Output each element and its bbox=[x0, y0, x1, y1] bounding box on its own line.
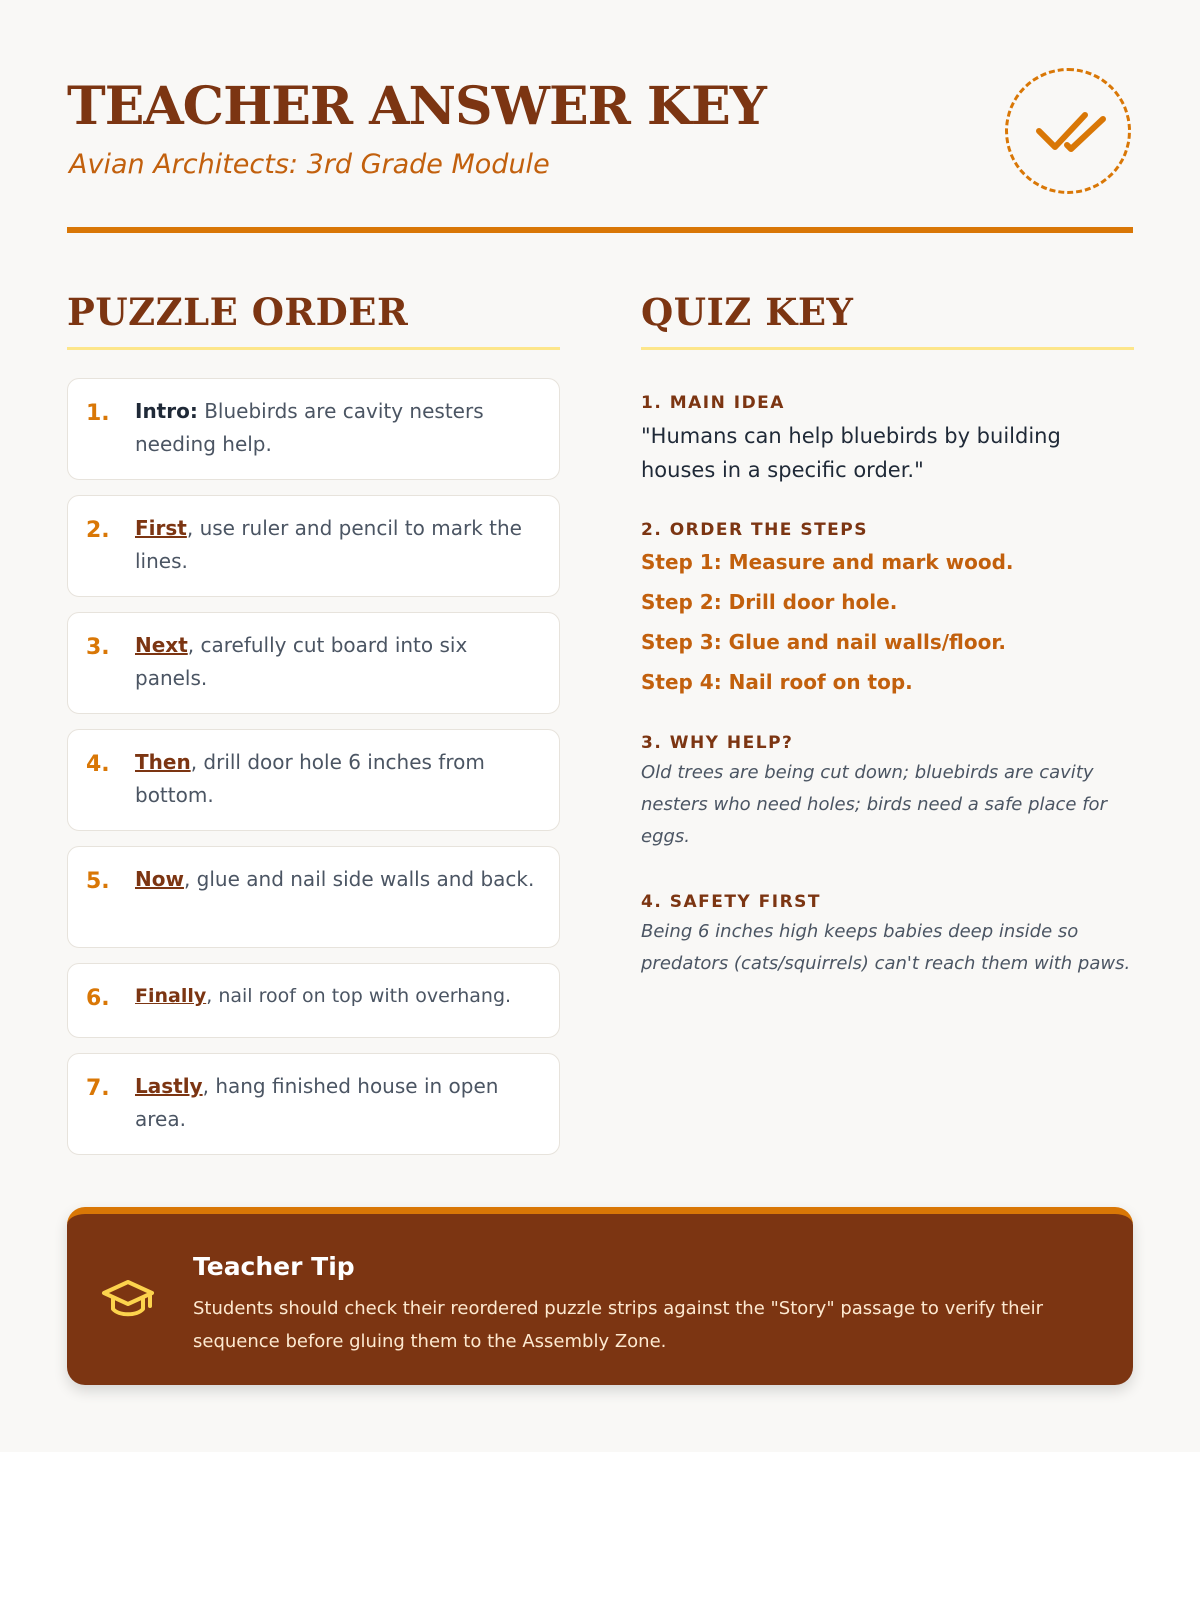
question-label: 1. MAIN IDEA bbox=[641, 393, 785, 413]
answer-step: Step 2: Drill door hole. bbox=[641, 590, 898, 614]
step-number: 6. bbox=[86, 986, 110, 1011]
approval-stamp bbox=[1005, 68, 1131, 194]
question-label: 4. SAFETY FIRST bbox=[641, 892, 822, 912]
quiz-answer-main-idea bbox=[641, 393, 1136, 487]
step-lead-word: Now bbox=[135, 867, 184, 891]
puzzle-step-card bbox=[67, 1053, 560, 1155]
step-lead-word: Intro: bbox=[135, 399, 198, 423]
step-text bbox=[135, 395, 545, 461]
answer-step: Step 4: Nail roof on top. bbox=[641, 670, 913, 694]
puzzle-step-card bbox=[67, 846, 560, 948]
question-answer: Old trees are being cut down; bluebirds are cavity nesters who need holes; birds need a safe place for eggs. bbox=[641, 762, 1107, 847]
quiz-answer-why-help bbox=[641, 733, 1136, 853]
step-description: Bluebirds are cavity nesters needing help. bbox=[135, 399, 484, 456]
step-number: 5. bbox=[86, 869, 110, 894]
question-label: 3. WHY HELP? bbox=[641, 733, 794, 753]
answer-step: Step 1: Measure and mark wood. bbox=[641, 550, 1014, 574]
tip-body: Students should check their reordered puzzle strips against the "Story" passage to verify their sequence before gluing them to the Assembly Zone. bbox=[193, 1298, 1044, 1352]
answer-step: Step 3: Glue and nail walls/floor. bbox=[641, 630, 1006, 654]
step-text bbox=[135, 980, 545, 1013]
puzzle-step-card bbox=[67, 495, 560, 597]
puzzle-step-card bbox=[67, 963, 560, 1038]
teacher-tip-banner bbox=[67, 1207, 1133, 1385]
step-lead-word: Next bbox=[135, 633, 188, 657]
puzzle-step-card bbox=[67, 729, 560, 831]
question-label: 2. ORDER THE STEPS bbox=[641, 520, 868, 540]
step-text bbox=[135, 629, 545, 695]
quiz-answer-order-steps bbox=[641, 520, 1136, 702]
step-number: 4. bbox=[86, 752, 110, 777]
step-lead-word: Lastly bbox=[135, 1074, 203, 1098]
tip-title: Teacher Tip bbox=[193, 1252, 355, 1281]
step-text bbox=[135, 512, 545, 578]
step-description: , glue and nail side walls and back. bbox=[183, 867, 535, 891]
step-description: , nail roof on top with overhang. bbox=[206, 985, 512, 1007]
step-description: , carefully cut board into six panels. bbox=[135, 633, 468, 690]
quiz-heading-underline bbox=[641, 347, 1134, 350]
step-lead-word: Finally bbox=[135, 985, 207, 1007]
question-answer: "Humans can help bluebirds by building houses in a specific order." bbox=[641, 424, 1061, 482]
header-divider bbox=[67, 227, 1133, 233]
quiz-answer-safety-first bbox=[641, 892, 1136, 980]
puzzle-heading-underline bbox=[67, 347, 560, 350]
double-check-icon bbox=[1035, 101, 1107, 165]
step-text bbox=[135, 1070, 545, 1136]
step-text bbox=[135, 863, 545, 896]
step-number: 2. bbox=[86, 518, 110, 543]
puzzle-step-card bbox=[67, 612, 560, 714]
puzzle-step-card bbox=[67, 378, 560, 480]
graduation-cap-icon bbox=[101, 1278, 155, 1322]
page-header bbox=[67, 62, 1133, 232]
step-text bbox=[135, 746, 545, 812]
question-answer: Being 6 inches high keeps babies deep inside so predators (cats/squirrels) can't reach them with paws. bbox=[641, 921, 1131, 974]
page-subtitle: Avian Architects: 3rd Grade Module bbox=[69, 149, 550, 180]
step-number: 3. bbox=[86, 635, 110, 660]
step-description: , use ruler and pencil to mark the lines. bbox=[135, 516, 522, 573]
step-number: 1. bbox=[86, 401, 110, 426]
puzzle-order-heading: PUZZLE ORDER bbox=[67, 290, 409, 334]
page-title: TEACHER ANSWER KEY bbox=[67, 76, 766, 137]
quiz-key-heading: QUIZ KEY bbox=[641, 290, 854, 334]
step-lead-word: First bbox=[135, 516, 187, 540]
step-description: , drill door hole 6 inches from bottom. bbox=[135, 750, 485, 807]
step-number: 7. bbox=[86, 1076, 110, 1101]
step-lead-word: Then bbox=[135, 750, 191, 774]
step-description: , hang finished house in open area. bbox=[135, 1074, 499, 1131]
